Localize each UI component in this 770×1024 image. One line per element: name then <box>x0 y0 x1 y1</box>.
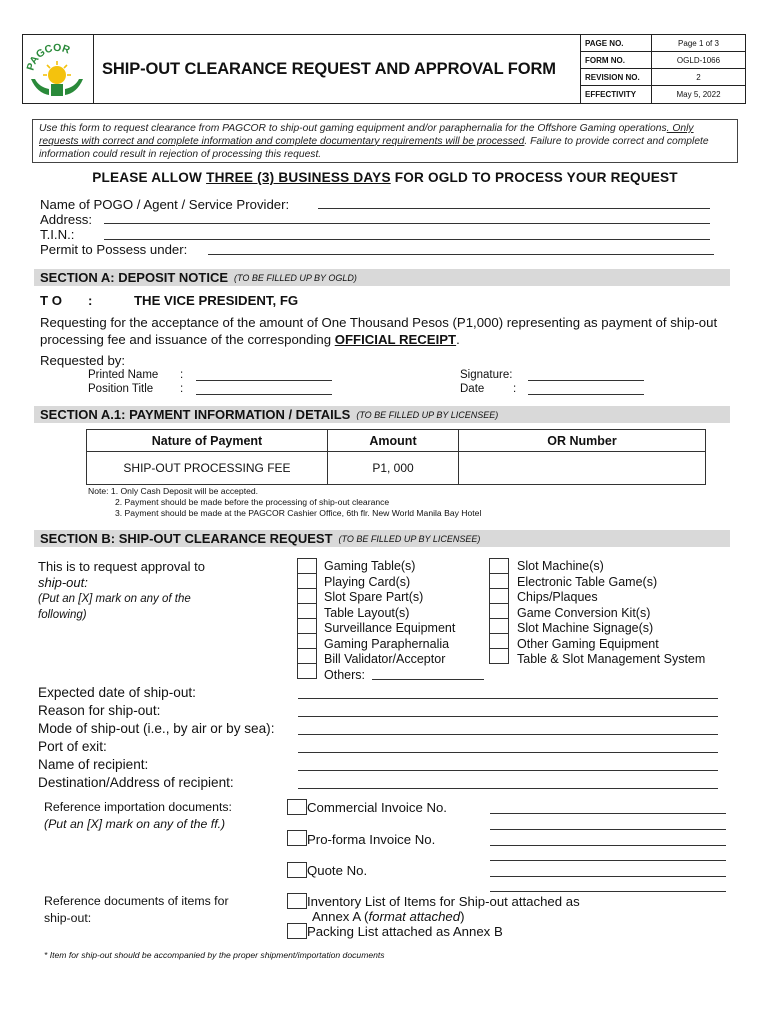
item-label: Table Layout(s) <box>324 605 410 620</box>
checkbox-slot-spare-parts[interactable] <box>297 588 317 604</box>
shipment-label-port: Port of exit: <box>38 739 107 754</box>
instructions-text-end: . Failure to provide correct and complete information could result in rejection of processing this request. <box>39 135 709 160</box>
section-a-note: (TO BE FILLED UP BY OGLD) <box>234 272 357 283</box>
annex-a-text-end: ) <box>460 909 465 924</box>
payment-table-header <box>87 430 705 452</box>
shipment-label-recipient: Name of recipient: <box>38 757 149 772</box>
payment-table <box>86 429 706 485</box>
intro-line-shipout: ship-out: <box>38 575 88 590</box>
section-a-title: SECTION A: DEPOSIT NOTICE <box>40 270 229 285</box>
field-label-permit: Permit to Possess under: <box>40 242 188 257</box>
printed-name-field[interactable] <box>196 369 332 381</box>
proforma-invoice-field[interactable] <box>490 834 726 846</box>
ref-import-label-group <box>44 799 232 833</box>
date-field[interactable] <box>528 383 644 395</box>
item-label: Surveillance Equipment <box>324 621 456 635</box>
note-3: 3. Payment should be made at the PAGCOR Cashier Office, 6th flr. New World Manila Bay Hotel <box>115 508 482 518</box>
col-nature-of-payment: Nature of Payment <box>87 430 328 451</box>
date-label: Date <box>460 383 485 395</box>
shipout-request-intro <box>38 559 205 623</box>
item-label: Slot Machine(s) <box>517 559 604 573</box>
shipment-label-date: Expected date of ship-out: <box>38 685 196 700</box>
quote-label: Quote No. <box>307 863 368 878</box>
item-label: Electronic Table Game(s) <box>517 574 658 589</box>
proforma-invoice-label: Pro-forma Invoice No. <box>307 832 436 847</box>
checkbox-quote[interactable] <box>287 862 307 878</box>
intro-hint: (Put an [X] mark on any of the <box>38 593 191 605</box>
ref-import-hint: (Put an [X] mark on any of the ff.) <box>44 817 226 831</box>
meta-key: EFFECTIVITY <box>581 86 652 103</box>
section-a1-header <box>34 406 730 423</box>
quote-field-2[interactable] <box>490 880 726 892</box>
deposit-request-text <box>40 315 730 348</box>
section-a1-title: SECTION A.1: PAYMENT INFORMATION / DETAILS <box>40 407 351 422</box>
ref-items-label: Reference documents of items for <box>44 894 229 908</box>
inventory-list-label: Inventory List of Items for Ship-out attached as <box>307 894 580 909</box>
commercial-invoice-field[interactable] <box>490 802 726 814</box>
pagcor-logo <box>23 35 91 103</box>
shipment-label-destination: Destination/Address of recipient: <box>38 775 234 790</box>
item-label: Other Gaming Equipment <box>517 636 659 651</box>
item-label: Slot Spare Part(s) <box>324 590 424 604</box>
others-field[interactable] <box>372 668 484 680</box>
shipment-details-labels <box>38 684 274 792</box>
item-label: Table & Slot Management System <box>517 652 706 666</box>
item-label: Gaming Paraphernalia <box>324 636 450 651</box>
annex-a-format: format attached <box>368 909 461 924</box>
meta-row-form <box>581 52 745 69</box>
section-a1-note: (TO BE FILLED UP BY LICENSEE) <box>356 409 499 420</box>
field-label-tin: T.I.N.: <box>40 227 75 242</box>
annex-a-label <box>312 909 465 924</box>
date-colon: : <box>513 383 517 395</box>
field-label-address: Address: <box>40 212 93 227</box>
intro-hint-end: following) <box>38 609 87 621</box>
checkbox-bill-validator[interactable] <box>297 648 317 664</box>
meta-row-page <box>581 35 745 52</box>
destination-field[interactable] <box>298 777 718 789</box>
cell-amount: P1, 000 <box>328 452 459 484</box>
meta-key: FORM NO. <box>581 52 652 68</box>
address-field[interactable] <box>104 212 710 224</box>
payment-notes <box>88 486 481 519</box>
request-body-end: . <box>456 331 460 347</box>
instructions-underlined: . Only requests with correct and complete information and complete documentary requirements will be processed <box>39 123 694 147</box>
meta-value: May 5, 2022 <box>676 90 721 99</box>
meta-value: Page 1 of 3 <box>678 38 719 48</box>
note-1: Note: 1. Only Cash Deposit will be accepted. <box>88 486 259 496</box>
port-field[interactable] <box>298 741 718 753</box>
signature-label: Signature: <box>460 369 513 381</box>
checkbox-game-conversion-kits[interactable] <box>489 603 509 619</box>
checkbox-packing-list[interactable] <box>287 923 307 939</box>
item-checkbox-group-left <box>297 558 317 679</box>
item-label: Slot Machine Signage(s) <box>517 621 654 635</box>
item-list-left <box>324 559 455 683</box>
instructions-box <box>32 119 738 163</box>
item-label: Bill Validator/Acceptor <box>324 652 446 666</box>
printed-name-label: Printed Name <box>88 369 159 381</box>
position-title-colon: : <box>180 383 184 395</box>
position-title-label: Position Title <box>88 383 154 395</box>
meta-value: 2 <box>696 72 701 82</box>
col-or-number: OR Number <box>547 433 617 448</box>
banner-days: THREE (3) BUSINESS DAYS <box>206 170 391 185</box>
to-label: T O <box>40 293 62 308</box>
ref-import-label: Reference importation documents: <box>44 800 232 814</box>
printed-name-colon: : <box>180 369 184 381</box>
checkbox-slot-machines[interactable] <box>489 558 509 574</box>
position-title-field[interactable] <box>196 383 332 395</box>
intro-line: This is to request approval to <box>38 559 205 574</box>
meta-row-revision <box>581 69 745 86</box>
tin-field[interactable] <box>104 228 710 240</box>
checkbox-electronic-table-games[interactable] <box>489 573 509 589</box>
item-label: Game Conversion Kit(s) <box>517 605 651 620</box>
item-checkbox-group-right <box>489 558 509 664</box>
checkbox-playing-cards[interactable] <box>297 573 317 589</box>
item-label-others: Others: <box>324 667 365 682</box>
meta-key: REVISION NO. <box>581 69 652 85</box>
form-title: SHIP-OUT CLEARANCE REQUEST AND APPROVAL FORM <box>93 35 581 103</box>
meta-value: OGLD-1066 <box>676 55 721 65</box>
checkbox-proforma-invoice[interactable] <box>287 830 307 846</box>
commercial-invoice-field-2[interactable] <box>490 818 726 830</box>
ref-items-label-end: ship-out: <box>44 911 92 925</box>
packing-list-label: Packing List attached as Annex B <box>307 924 503 939</box>
section-b-note: (TO BE FILLED UP BY LICENSEE) <box>338 533 481 544</box>
recipient-field[interactable] <box>298 759 718 771</box>
checkbox-chips-plaques[interactable] <box>489 588 509 604</box>
banner-text: PLEASE ALLOW <box>92 170 207 185</box>
to-colon: : <box>88 293 93 308</box>
requested-by-label: Requested by: <box>40 353 126 368</box>
commercial-invoice-label: Commercial Invoice No. <box>307 800 447 815</box>
permit-field[interactable] <box>208 243 714 255</box>
note-2: 2. Payment should be made before the processing of ship-out clearance <box>115 497 390 507</box>
meta-key: PAGE NO. <box>581 35 652 51</box>
signature-field[interactable] <box>528 369 644 381</box>
quote-field[interactable] <box>490 865 726 877</box>
processing-banner <box>0 170 770 185</box>
svg-text:PAGCOR: PAGCOR <box>24 41 72 72</box>
banner-text-end: FOR OGLD TO PROCESS YOUR REQUEST <box>390 170 678 185</box>
proforma-invoice-field-2[interactable] <box>490 849 726 861</box>
reason-field[interactable] <box>298 705 718 717</box>
section-a-header <box>34 269 730 286</box>
item-label: Gaming Table(s) <box>324 559 416 573</box>
checkbox-surveillance[interactable] <box>297 618 317 634</box>
ref-items-label-group <box>44 893 229 927</box>
section-b-title: SECTION B: SHIP-OUT CLEARANCE REQUEST <box>40 531 333 546</box>
cell-nature: SHIP-OUT PROCESSING FEE <box>87 452 328 484</box>
shipment-label-reason: Reason for ship-out: <box>38 703 161 718</box>
checkbox-table-layouts[interactable] <box>297 603 317 619</box>
col-amount: Amount <box>328 430 459 451</box>
checkbox-others[interactable] <box>297 663 317 679</box>
checkbox-inventory-list[interactable] <box>287 893 307 909</box>
meta-row-effectivity <box>581 86 745 103</box>
payment-table-row <box>87 452 705 484</box>
checkbox-paraphernalia[interactable] <box>297 633 317 649</box>
checkbox-commercial-invoice[interactable] <box>287 799 307 815</box>
form-meta-table <box>581 35 745 103</box>
to-value: THE VICE PRESIDENT, FG <box>134 293 299 308</box>
request-body: Requesting for the acceptance of the amount of One Thousand Pesos (P1,000) representing as payment of ship-out processing fee and issuance of the corresponding <box>40 315 718 347</box>
mode-field[interactable] <box>298 723 718 735</box>
item-label: Playing Card(s) <box>324 574 411 589</box>
item-label: Chips/Plaques <box>517 590 598 604</box>
footnote: * Item for ship-out should be accompanied by the proper shipment/importation documents <box>44 950 385 960</box>
name-field[interactable] <box>318 197 710 209</box>
section-b-header <box>34 530 730 547</box>
or-number-field[interactable] <box>459 452 705 484</box>
annex-a-text: Annex A ( <box>312 909 369 924</box>
official-receipt-text: OFFICIAL RECEIPT <box>334 331 457 347</box>
instructions-text: Use this form to request clearance from PAGCOR to ship-out gaming equipment and/or paraphernalia for the Offshore Gaming operations <box>39 123 667 134</box>
shipment-label-mode: Mode of ship-out (i.e., by air or by sea): <box>38 721 275 736</box>
checkbox-other-equipment[interactable] <box>489 633 509 649</box>
ship-out-date-field[interactable] <box>298 687 718 699</box>
checkbox-slot-signage[interactable] <box>489 618 509 634</box>
field-label-name: Name of POGO / Agent / Service Provider: <box>40 197 290 212</box>
item-list-right <box>517 559 705 668</box>
checkbox-management-system[interactable] <box>489 648 509 664</box>
checkbox-gaming-tables[interactable] <box>297 558 317 574</box>
